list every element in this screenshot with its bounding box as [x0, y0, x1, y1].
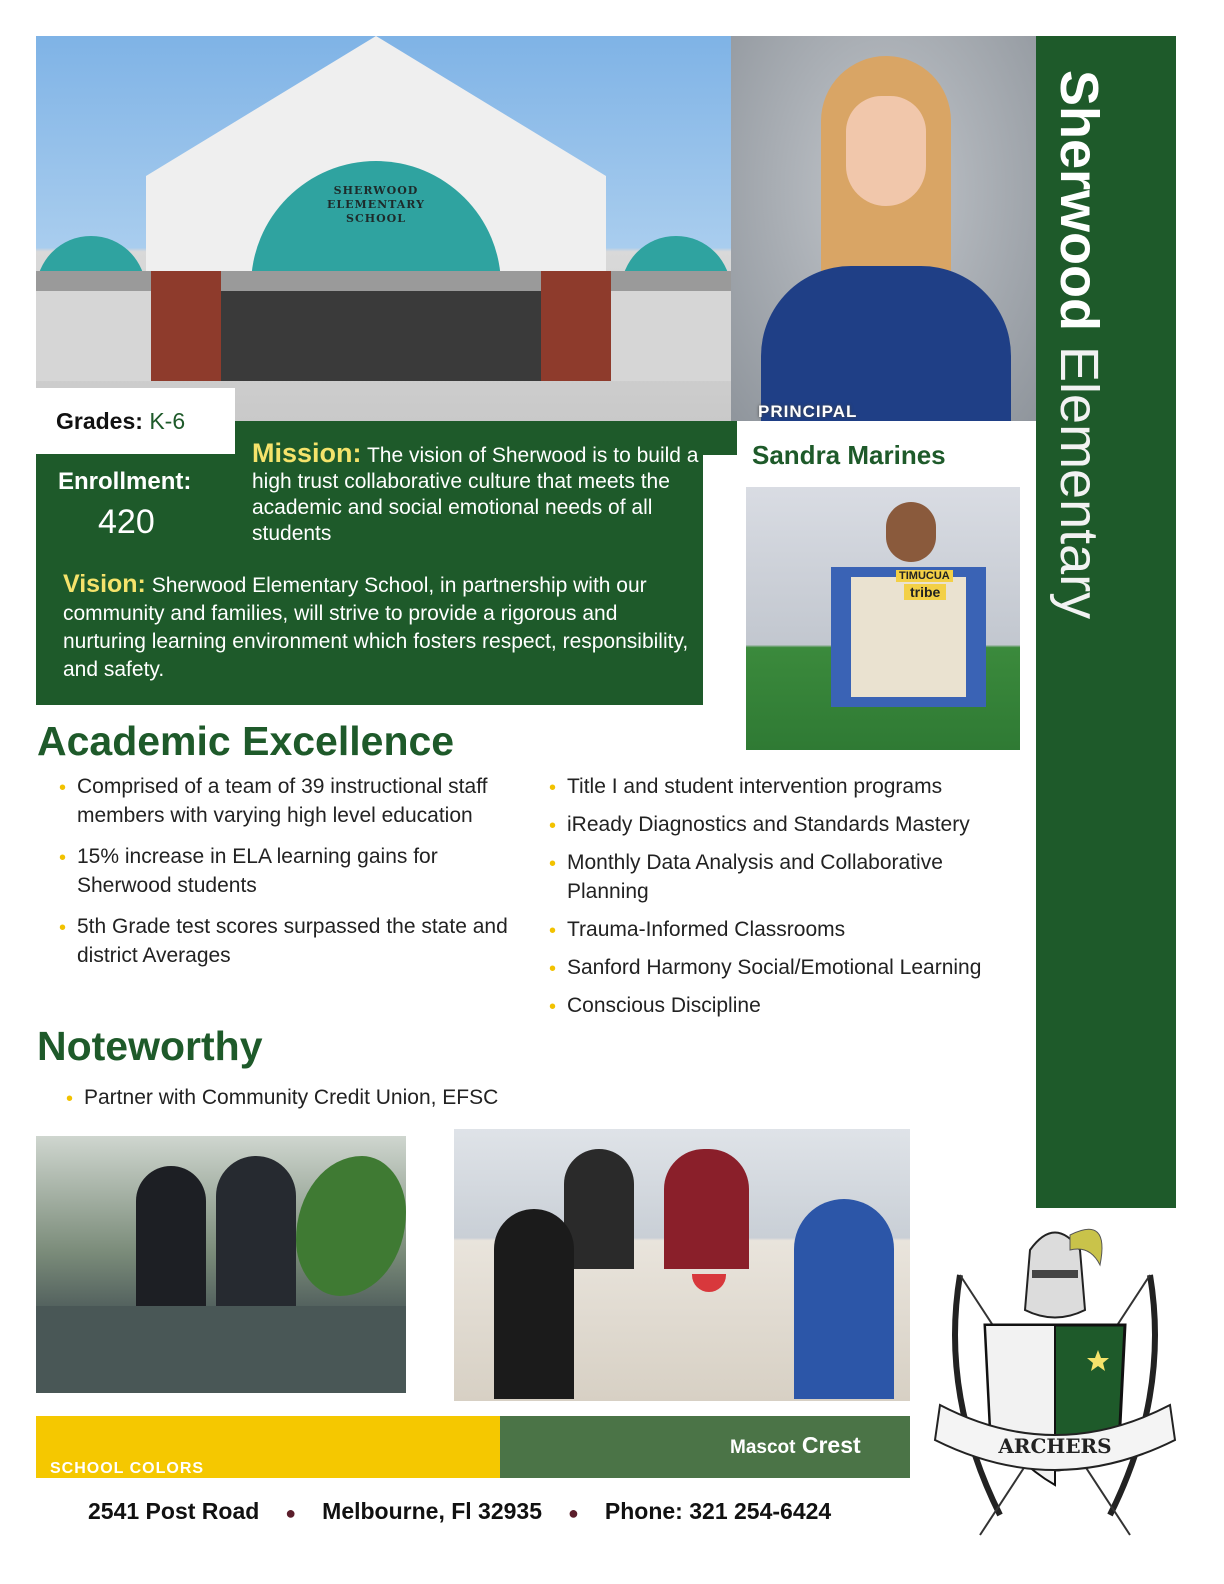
list-item: • Comprised of a team of 39 instructional staff members with varying high level education [59, 775, 488, 827]
city-address: Melbourne, Fl 32935 [322, 1498, 543, 1524]
crest-text: ARCHERS [998, 1434, 1112, 1458]
list-item: • 5th Grade test scores surpassed the state and district Averages [59, 915, 508, 967]
bullet-icon: • [549, 815, 557, 837]
bullet-icon: • [66, 1088, 74, 1110]
list-item: • Monthly Data Analysis and Collaborative Planning [549, 851, 943, 903]
archers-crest-icon [920, 1215, 1190, 1555]
academic-excellence-title: Academic Excellence [37, 718, 455, 764]
bullet-icon: • [549, 958, 557, 980]
bullet-icon: • [59, 917, 67, 939]
enrollment-value: 420 [98, 503, 155, 541]
list-item: • Conscious Discipline [545, 991, 1025, 1020]
bullet-icon: • [549, 996, 557, 1018]
enrollment-label: Enrollment: [58, 468, 192, 495]
bullet-icon: • [59, 847, 67, 869]
phone-number: Phone: 321 254-6424 [604, 1498, 832, 1524]
list-item: • Partner with Community Credit Union, EFSC [62, 1083, 582, 1112]
academic-list-right [545, 772, 1025, 1029]
principal-label: PRINCIPAL [758, 402, 858, 421]
separator-dot-icon: ● [568, 1503, 579, 1523]
bullet-icon: • [549, 920, 557, 942]
list-item: • iReady Diagnostics and Standards Mastery [545, 810, 1025, 839]
list-item: • Sanford Harmony Social/Emotional Learning [545, 953, 1025, 982]
project-board-subtitle: tribe [904, 584, 946, 600]
noteworthy-title: Noteworthy [37, 1023, 263, 1069]
list-item: • Title I and student intervention programs [545, 772, 1025, 801]
project-board-title: TIMUCUA [896, 570, 953, 582]
street-address: 2541 Post Road [88, 1498, 260, 1524]
bullet-icon: • [59, 777, 67, 799]
noteworthy-list [62, 1083, 582, 1124]
classroom-photo [454, 1129, 910, 1401]
mission-statement: Mission: The vision of Sherwood is to build a high trust collaborative culture that meets the academic and social emotional needs of all students [252, 438, 699, 545]
principal-name: Sandra Marines [752, 440, 946, 470]
grades: Grades: K-6 [56, 408, 186, 434]
list-item: • Trauma-Informed Classrooms [545, 915, 1025, 944]
school-name-vertical: Sherwood Elementary [1049, 70, 1109, 620]
list-item: • 15% increase in ELA learning gains for Sherwood students [59, 845, 438, 897]
aquarium-photo [36, 1136, 406, 1393]
building-sign: SHERWOOD ELEMENTARY SCHOOL [327, 184, 425, 225]
separator-dot-icon: ● [285, 1503, 297, 1523]
student-project-photo [746, 487, 1020, 750]
bullet-icon: • [549, 777, 557, 799]
academic-list-left [55, 772, 525, 982]
address-line [88, 1498, 831, 1525]
mascot-crest-label: Mascot Crest [730, 1432, 861, 1458]
bullet-icon: • [549, 853, 557, 875]
principal-photo [731, 36, 1037, 421]
vision-statement: Vision: Sherwood Elementary School, in partnership with our community and families, will strive to provide a rigorous and nurturing learning environment which fosters respect, responsibility, and safety. [63, 570, 689, 681]
school-building-photo [36, 36, 731, 421]
school-colors-label: SCHOOL COLORS [50, 1460, 205, 1477]
